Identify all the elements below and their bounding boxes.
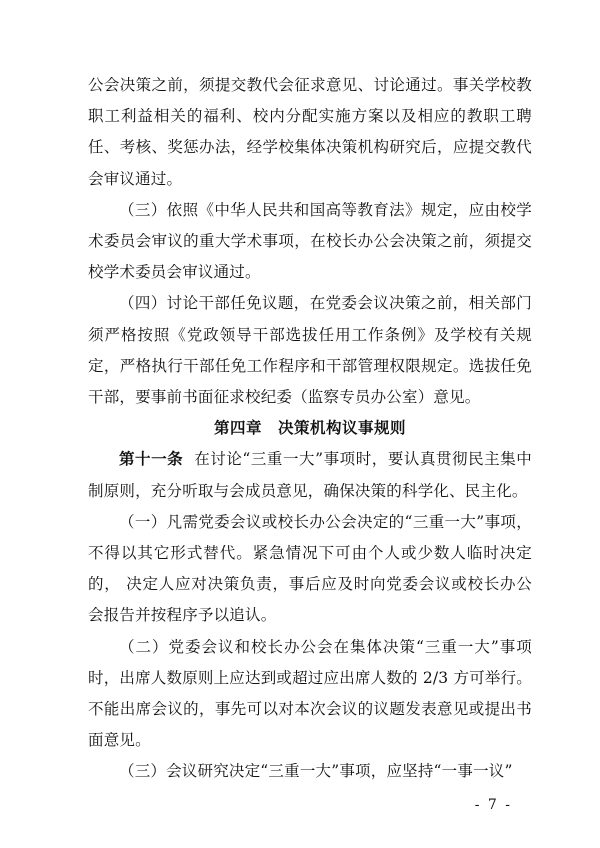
document-body	[88, 70, 532, 788]
paragraph-item-3: （三）依照《中华人民共和国高等教育法》规定，应由校学术委员会审议的重大学术事项，在校长办公会决策之前，须提交校学术委员会审议通过。	[88, 200, 532, 282]
chapter-title: 决策机构议事规则	[278, 419, 407, 438]
article-text: 在讨论“三重一大”事项时，要认真贯彻民主集中制原则，充分听取与会成员意见，确保决策的科学化、民主化。	[88, 450, 532, 500]
paragraph-continuation: 公会决策之前，须提交教代会征求意见、讨论通过。事关学校教职工利益相关的福利、校内分配实施方案以及相应的教职工聘任、考核、奖惩办法，经学校集体决策机构研究后，应提交教代会审议通过。	[88, 76, 532, 188]
article-paragraph	[88, 444, 532, 506]
paragraph-item-4: （四）讨论干部任免议题，在党委会议决策之前，相关部门须严格按照《党政领导干部选拔任用工作条例》及学校有关规定，严格执行干部任免工作程序和干部管理权限规定。选拔任免干部，要事前书面征求校纪委（监察专员办公室）意见。	[88, 294, 532, 407]
paragraph-rule-1: （一）凡需党委会议或校长办公会决定的“三重一大”事项，不得以其它形式替代。紧急情况下可由个人或少数人临时决定的， 决定人应对决策负责，事后应及时向党委会议或校长办公会报告并按程序予以追认。	[88, 512, 532, 625]
chapter-heading	[88, 413, 532, 444]
page-number: - 7 -	[474, 797, 512, 813]
chapter-number: 第四章	[213, 419, 262, 438]
paragraph-rule-2: （二）党委会议和校长办公会在集体决策“三重一大”事项时，出席人数原则上应达到或超过应出席人数的 2/3 方可举行。不能出席会议的，事先可以对本次会议的议题发表意见或提出书面意见。	[88, 637, 533, 750]
paragraph-rule-3: （三）会议研究决定“三重一大”事项，应坚持“一事一议”	[119, 762, 513, 781]
article-label: 第十一条	[119, 450, 184, 469]
